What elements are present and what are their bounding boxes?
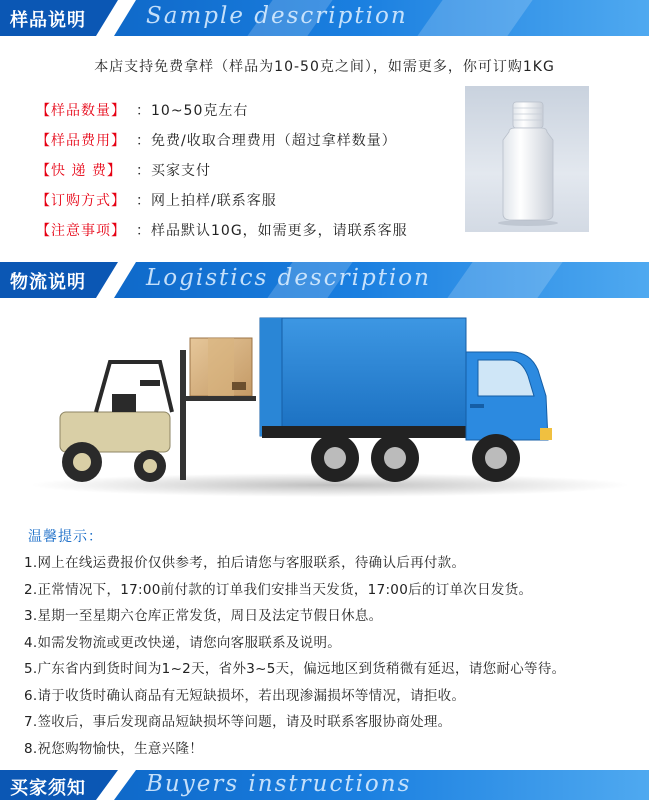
tip-item: 1.网上在线运费报价仅供参考，拍后请您与客服联系，待确认后再付款。 xyxy=(24,555,466,572)
sample-row xyxy=(36,95,408,125)
sample-row-label: 【订购方式】 xyxy=(36,193,126,209)
logistics-section-banner xyxy=(0,262,649,298)
sample-row xyxy=(36,185,408,215)
sample-section-banner xyxy=(0,0,649,36)
tip-item: 5.广东省内到货时间为1~2天，省外3~5天，偏远地区到货稍微有延迟，请您耐心等待。 xyxy=(24,661,566,678)
sample-intro-text: 本店支持免费拿样（样品为10-50克之间），如需更多，你可订购1KG xyxy=(94,59,555,75)
section-title: 买家须知 xyxy=(10,778,86,799)
sample-info-list xyxy=(36,95,408,245)
tip-item: 6.请于收货时确认商品有无短缺损坏，若出现渗漏损坏等情况，请拒收。 xyxy=(24,687,466,704)
section-subtitle: Buyers instructions xyxy=(146,771,412,797)
sample-row-label: 【注意事项】 xyxy=(36,223,126,239)
sample-row-value: ：网上拍样/联系客服 xyxy=(136,193,277,209)
tip-item: 4.如需发物流或更改快递，请您向客服联系及说明。 xyxy=(24,634,342,651)
sample-row xyxy=(36,215,408,245)
sample-row-label: 【样品费用】 xyxy=(36,133,126,149)
logistics-illustration xyxy=(0,300,649,510)
tip-item: 3.星期一至星期六仓库正常发货，周日及法定节假日休息。 xyxy=(24,608,383,625)
sample-row-label: 【样品数量】 xyxy=(36,103,126,119)
sample-row-value: ：样品默认10G，如需更多，请联系客服 xyxy=(136,223,408,239)
tips-list xyxy=(24,548,565,760)
tip-item: 8.祝您购物愉快，生意兴隆！ xyxy=(24,740,204,757)
section-subtitle: Sample description xyxy=(146,3,408,29)
section-title: 样品说明 xyxy=(10,10,86,31)
tips-title: 温馨提示： xyxy=(28,529,103,545)
tip-item: 7.签收后，事后发现商品短缺损坏等问题，请及时联系客服协商处理。 xyxy=(24,714,452,731)
truck-image xyxy=(260,318,552,482)
sample-row-value: ：免费/收取合理费用（超过拿样数量） xyxy=(136,133,397,149)
section-title: 物流说明 xyxy=(10,272,86,293)
sample-row xyxy=(36,155,408,185)
tip-item: 2.正常情况下，17:00前付款的订单我们安排当天发货，17:00后的订单次日发货。 xyxy=(24,581,533,598)
banner-streak xyxy=(447,262,562,298)
sample-row-value: ：10~50克左右 xyxy=(136,103,249,119)
sample-row-label: 【快 递 费】 xyxy=(36,163,122,179)
bottle-image xyxy=(465,86,589,232)
sample-row xyxy=(36,125,408,155)
buyer-section-banner xyxy=(0,770,649,800)
sample-row-value: ：买家支付 xyxy=(136,163,211,179)
banner-streak xyxy=(417,0,532,36)
section-subtitle: Logistics description xyxy=(146,265,431,291)
box-image xyxy=(190,338,252,396)
